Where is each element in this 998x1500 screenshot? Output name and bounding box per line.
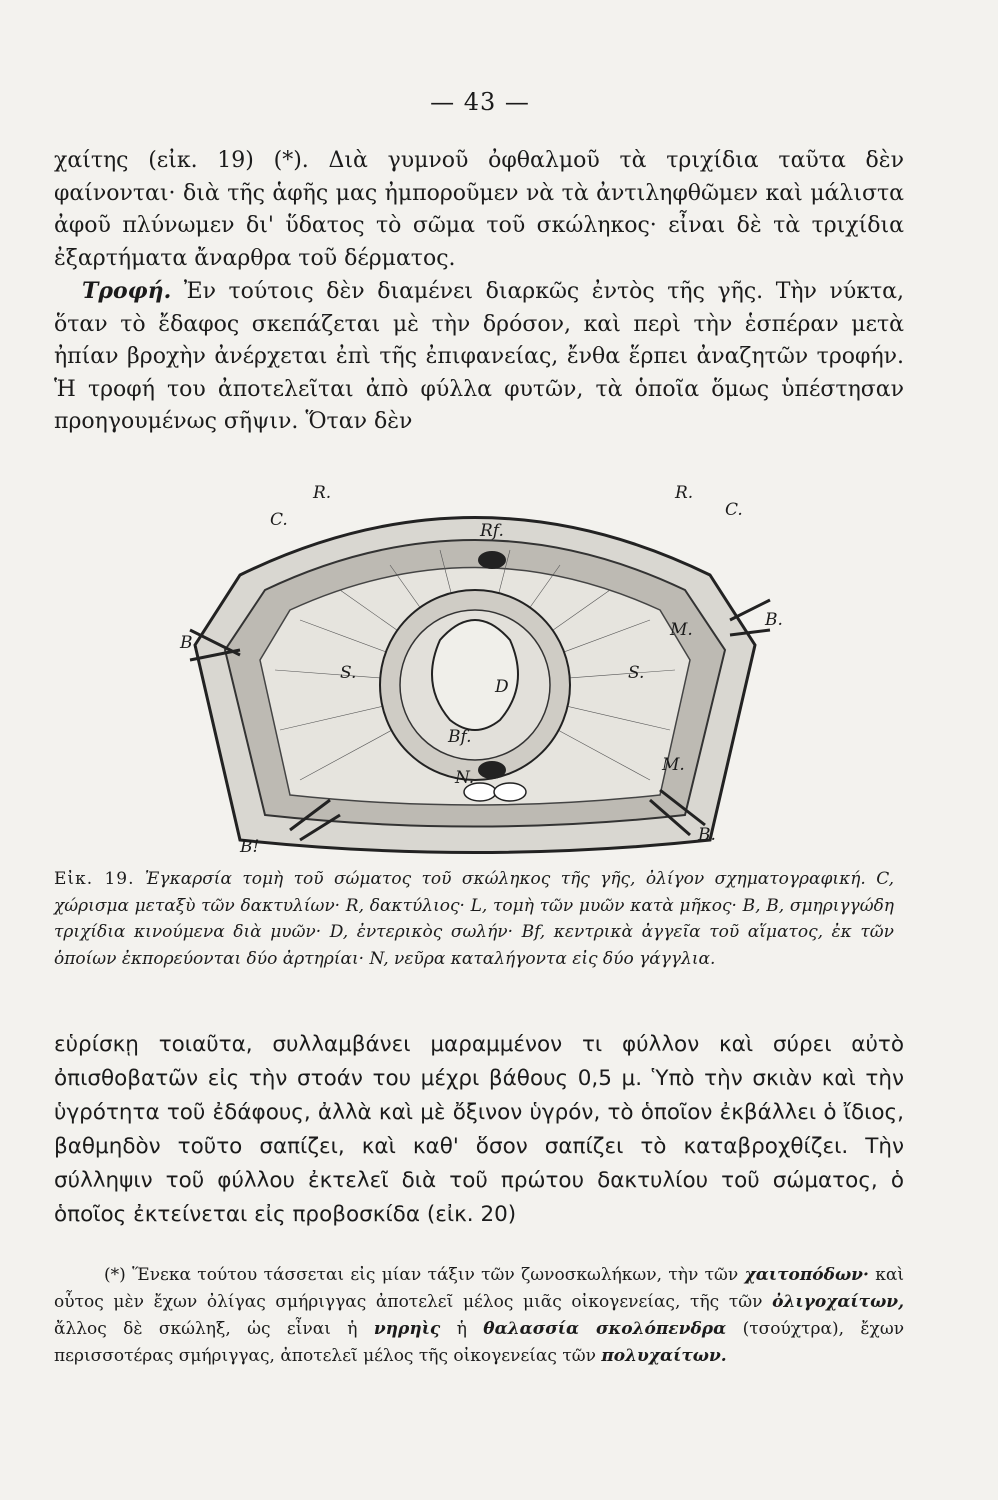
paragraph-1b-text: Ἐν τούτοις δὲν διαμένει διαρκῶς ἐντὸς τῆς γῆς. Τὴν νύκτα, ὅταν τὸ ἔδαφος σκεπάζεται μὲ τὴν δρόσον, καὶ περὶ τὴν ἑσπέραν μετὰ ἠπίαν βροχὴν ἀνέρχεται ἐπὶ τῆς ἐπιφανείας, ἔνθα ἕρπει ἀναζητῶν τροφήν. Ἡ τροφή του ἀποτελεῖται ἀπὸ φύλλα φυτῶν, τὰ ὁποῖα ὅμως ὑπέστησαν προηγουμένως σῆψιν. Ὅταν δὲν	[54, 279, 904, 434]
typhlosole	[432, 620, 518, 730]
caption-label: Εἰκ. 19.	[54, 869, 135, 889]
label-C-left: C.	[270, 510, 288, 530]
label-Rf: Rf.	[480, 521, 504, 541]
paragraph-2: εὑρίσκῃ τοιαῦτα, συλλαμβάνει μαραμμένον τι φύλλον καὶ σύρει αὐτὸ ὀπισθοβατῶν εἰς τὴν στοάν του μέχρι βάθους 0,5 μ. Ὑπὸ τὴν σκιὰν καὶ τὴν ὑγρότητα τοῦ ἐδάφους, ἀλλὰ καὶ μὲ ὄξινον ὑγρόν, τὸ ὁποῖον ἐκβάλλει ὁ ἴδιος, βαθμηδὸν τοῦτο σαπίζει, καὶ καθ' ὅσον σαπίζει τὸ καταβροχθίζει. Τὴν σύλληψιν τοῦ φύλλου ἐκτελεῖ διὰ τοῦ πρώτου δακτυλίου τοῦ σώματος, ὁ ὁποῖος ἐκτείνεται εἰς προβοσκίδα (εἰκ. 20)	[54, 1032, 904, 1227]
caption-text: Ἐγκαρσία τομὴ τοῦ σώματος τοῦ σκώληκος τῆς γῆς, ὀλίγον σχηματογραφική. C, χώρισμα μεταξὺ τῶν δακτυλίων· R, δακτύλιος· L, τομὴ τῶν μυῶν κατὰ μῆκος· B, B, σμηριγγώδη τριχίδια κινούμενα διὰ μυῶν· D, ἐντερικὸς σωλήν· Bf, κεντρικὰ ἀγγεῖα τοῦ αἵματος, ἐκ τῶν ὁποίων ἐκπορεύονται δύο ἀρτηρίαι· N, νεῦρα καταλήγοντα εἰς δύο γάγγλια.	[54, 869, 895, 969]
label-M-upper: M.	[670, 620, 693, 640]
footnote-term-3: νηρηὶς	[373, 1319, 441, 1339]
paragraph-top	[54, 145, 904, 439]
page-number: — 43 —	[430, 88, 530, 116]
label-S-right: S.	[628, 663, 645, 683]
label-S-left: S.	[340, 663, 357, 683]
dorsal-vessel	[478, 551, 506, 569]
label-B-left: B.	[180, 633, 198, 653]
footnote-marker: (*)	[104, 1265, 126, 1285]
footnote	[54, 1262, 904, 1370]
label-B-bottom-left: B!	[240, 837, 260, 857]
label-M-lower: M.	[662, 755, 685, 775]
label-R-right: R.	[675, 483, 694, 503]
footnote-term-2: ὀλιγοχαίτων,	[772, 1292, 904, 1312]
footnote-term-4: θαλασσία σκολόπενδρα	[483, 1319, 727, 1339]
label-N: N.	[455, 768, 475, 788]
worm-cross-section-illustration	[170, 470, 783, 860]
footnote-part-2: καὶ οὗτος μὲν ἔχων ὀλίγας σμήριγγας ἀποτελεῖ μέλος μιᾶς οἰκογενείας, τῆς τῶν	[54, 1265, 904, 1312]
label-D: D	[495, 677, 509, 697]
footnote-part-4: ἡ	[456, 1319, 467, 1339]
label-C-right: C.	[725, 500, 743, 520]
label-Bf: Bf.	[448, 727, 472, 747]
paragraph-bottom	[54, 1028, 904, 1232]
footnote-part-3: ἄλλος δὲ σκώληξ, ὡς εἶναι ἡ	[54, 1319, 358, 1339]
label-R-left: R.	[313, 483, 332, 503]
footnote-text	[54, 1262, 904, 1370]
paragraph-1b	[54, 275, 904, 439]
paragraph-1: χαίτης (εἰκ. 19) (*). Διὰ γυμνοῦ ὀφθαλμοῦ τὰ τριχίδια ταῦτα δὲν φαίνονται· διὰ τῆς ἁφῆς μας ἠμποροῦμεν νὰ τὰ ἀντιληφθῶμεν καὶ μάλιστα ἀφοῦ πλύνωμεν δι' ὕδατος τὸ σῶμα τοῦ σκώληκος· εἶναι δὲ τὰ τριχίδια ἐξαρτήματα ἄναρθρα τοῦ δέρματος.	[54, 148, 904, 271]
section-lead: Τροφή.	[82, 278, 172, 304]
nerve-ganglion-right	[494, 783, 526, 801]
figure-caption	[54, 866, 894, 972]
figure-19	[170, 470, 783, 860]
footnote-term-5: πολυχαίτων.	[601, 1346, 727, 1366]
footnote-term-1: χαιτοπόδων·	[744, 1265, 869, 1285]
footnote-part-1: Ἕνεκα τούτου τάσσεται εἰς μίαν τάξιν τῶν ζωνοσκωλήκων, τὴν τῶν	[132, 1265, 739, 1285]
ventral-vessel	[478, 761, 506, 779]
label-B-bottom-right: B.	[698, 825, 716, 845]
footnote-part-5: (τσούχτρα), ἔχων περισσοτέρας σμήριγγας, ἀποτελεῖ μέλος τῆς οἰκογενείας τῶν	[54, 1319, 905, 1366]
label-B-right: B.	[765, 610, 783, 630]
